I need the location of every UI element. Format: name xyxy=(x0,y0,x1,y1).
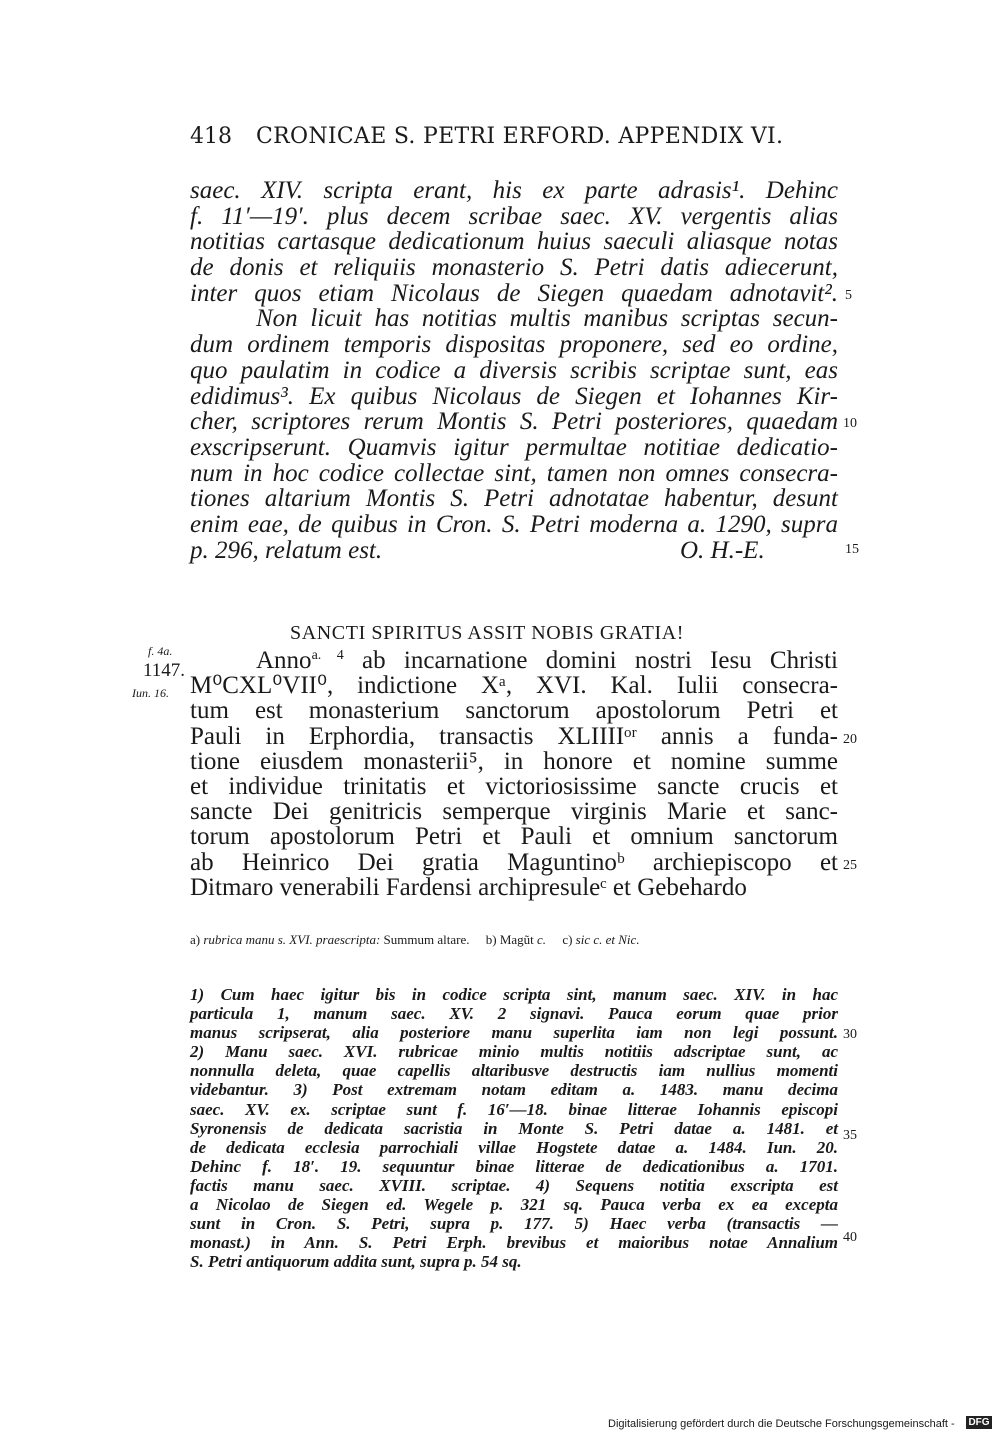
footnote-line: monast.) in Ann. S. Petri Erph. brevibus et maioribus notae Annalium xyxy=(190,1233,838,1253)
intro-line: inter quos etiam Nicolaus de Siegen quaedam adnotavit². xyxy=(190,279,838,307)
line-number: 5 xyxy=(845,288,852,303)
main-line-rest: ab incarnatione domini nostri Iesu Christi xyxy=(343,647,838,674)
apparatus-text: Summum altare. xyxy=(383,932,470,947)
main-line: Ditmaro venerabili Fardensi archipresuleᶜ et Gebehardo xyxy=(190,873,747,901)
footnote-line: nonnulla deleta, quae capellis altaribusve destructis iam nullius momenti xyxy=(190,1061,838,1081)
main-line: et individue trinitatis et victoriosissime sancte crucis et xyxy=(190,772,838,800)
apparatus-note: rubrica manu s. XVI. praescripta: xyxy=(203,932,381,947)
intro-line: cher, scriptores rerum Montis S. Petri posteriores, quaedam xyxy=(190,408,838,436)
digitization-credit: Digitalisierung gefördert durch die Deutsche Forschungsgemeinschaft - xyxy=(608,1418,955,1430)
main-text xyxy=(190,648,838,900)
intro-line: de donis et reliquiis monasterio S. Petri datis adiecerunt, xyxy=(190,254,838,282)
intro-line: enim eae, de quibus in Cron. S. Petri moderna a. 1290, supra xyxy=(190,510,838,538)
footnote-line: videbantur. 3) Post extremam notam editam a. 1483. manu decima xyxy=(190,1080,838,1100)
main-line: sancte Dei genitricis semperque virginis Marie et sanc- xyxy=(190,798,838,826)
footnote-line: de dedicata ecclesia parrochiali villae Hogstete datae a. 1484. Iun. 20. xyxy=(190,1137,838,1157)
footnote-line: 2) Manu saec. XVI. rubricae minio multis notitiis adscriptae sunt, ac xyxy=(190,1042,838,1062)
critical-apparatus xyxy=(190,932,838,948)
intro-line: saec. XIV. scripta erant, his ex parte adrasis¹. Dehinc xyxy=(190,177,838,204)
section-heading: SANCTI SPIRITUS ASSIT NOBIS GRATIA! xyxy=(290,622,685,644)
anno-word: Anno xyxy=(256,647,312,674)
footnote-line: 1) Cum haec igitur bis in codice scripta sint, manum saec. XIV. in hac xyxy=(190,985,838,1004)
footnote-line: factis manu saec. XVIII. scriptae. 4) Sequens notitia exscripta est xyxy=(190,1175,838,1195)
main-line: M⁰CXL⁰VII⁰, indictione Xᵃ, XVI. Kal. Iulii consecra- xyxy=(190,672,838,700)
main-line: ab Heinrico Dei gratia Maguntinoᵇ archiepiscopo et xyxy=(190,848,838,876)
apparatus-note: sic c. et Nic. xyxy=(575,932,640,947)
editor-signature: O. H.-E. xyxy=(680,536,765,564)
main-line xyxy=(190,648,838,673)
line-number: 20 xyxy=(843,732,857,747)
intro-line: num in hoc codice collectae sint, tamen non omnes consecra- xyxy=(190,459,838,487)
footnote-line: S. Petri antiquorum addita sunt, supra p. 54 sq. xyxy=(190,1252,522,1272)
folio-note: f. 4a. xyxy=(148,644,173,658)
note-ref: a. 4 xyxy=(311,648,344,663)
running-title: CRONICAE S. PETRI ERFORD. APPENDIX VI. xyxy=(256,124,784,149)
line-number: 25 xyxy=(843,858,857,873)
line-number: 30 xyxy=(843,1027,857,1042)
intro-paragraph xyxy=(190,178,838,563)
footnote-line: particula 1, manum saec. XV. 2 signavi. Pauca eorum quae prior xyxy=(190,1004,838,1024)
footnotes xyxy=(190,985,838,1271)
footnote-line: a Nicolao de Siegen ed. Wegele p. 321 sq. Pauca verba ex ea excepta xyxy=(190,1195,838,1215)
apparatus-label: b) xyxy=(485,932,497,947)
main-line: torum apostolorum Petri et Pauli et omnium sanctorum xyxy=(190,823,838,851)
line-number: 35 xyxy=(843,1128,857,1143)
footnote-line: Syronensis de dedicata sacristia in Monte S. Petri datae a. 1481. et xyxy=(190,1118,838,1138)
footnote-line: sunt in Cron. S. Petri, supra p. 177. 5) Haec verba (transactis — xyxy=(190,1214,838,1234)
apparatus-label: a) xyxy=(190,932,201,947)
line-number: 15 xyxy=(845,542,859,557)
intro-line: dum ordinem temporis dispositas proponere, sed eo ordine, xyxy=(190,331,838,359)
intro-line: tiones altarium Montis S. Petri adnotatae habentur, desunt xyxy=(190,485,838,513)
apparatus-text: Magũt xyxy=(499,932,534,947)
main-line: tum est monasterium sanctorum apostolorum Petri et xyxy=(190,697,838,725)
intro-line: exscripserunt. Quamvis igitur permultae notitiae dedicatio- xyxy=(190,433,838,461)
intro-last-line xyxy=(190,538,838,564)
main-line: tione eiusdem monasterii⁵, in honore et nomine summe xyxy=(190,747,838,775)
apparatus-note: c. xyxy=(537,932,547,947)
line-number: 40 xyxy=(843,1230,857,1245)
intro-line: edidimus³. Ex quibus Nicolaus de Siegen et Iohannes Kir- xyxy=(190,382,838,410)
dfg-logo: DFG xyxy=(966,1416,992,1429)
footnote-line: saec. XV. ex. scriptae sunt f. 16′—18. binae litterae Iohannis episcopi xyxy=(190,1099,838,1119)
footnote-line: Dehinc f. 18′. 19. sequuntur binae litterae de dedicationibus a. 1701. xyxy=(190,1156,838,1176)
intro-line: f. 11′—19′. plus decem scribae saec. XV. vergentis alias xyxy=(190,202,838,230)
intro-last-text: p. 296, relatum est. xyxy=(190,536,383,564)
page-number: 418 xyxy=(190,124,232,149)
margin-year: 1147. xyxy=(143,660,186,681)
line-number: 10 xyxy=(843,416,857,431)
margin-date: Iun. 16. xyxy=(132,686,169,700)
intro-line: Non licuit has notitias multis manibus scriptas secun- xyxy=(256,305,838,333)
footnote-line: manus scripserat, alia posteriore manu superlita iam non legi possunt. xyxy=(190,1023,838,1043)
intro-line: quo paulatim in codice a diversis scribis scriptae sunt, eas xyxy=(190,356,838,384)
apparatus-label: c) xyxy=(562,932,573,947)
main-line: Pauli in Erphordia, transactis XLIIIIᵒʳ annis a funda- xyxy=(190,722,838,750)
intro-line: notitias cartasque dedicationum huius saeculi aliasque notas xyxy=(190,228,838,256)
